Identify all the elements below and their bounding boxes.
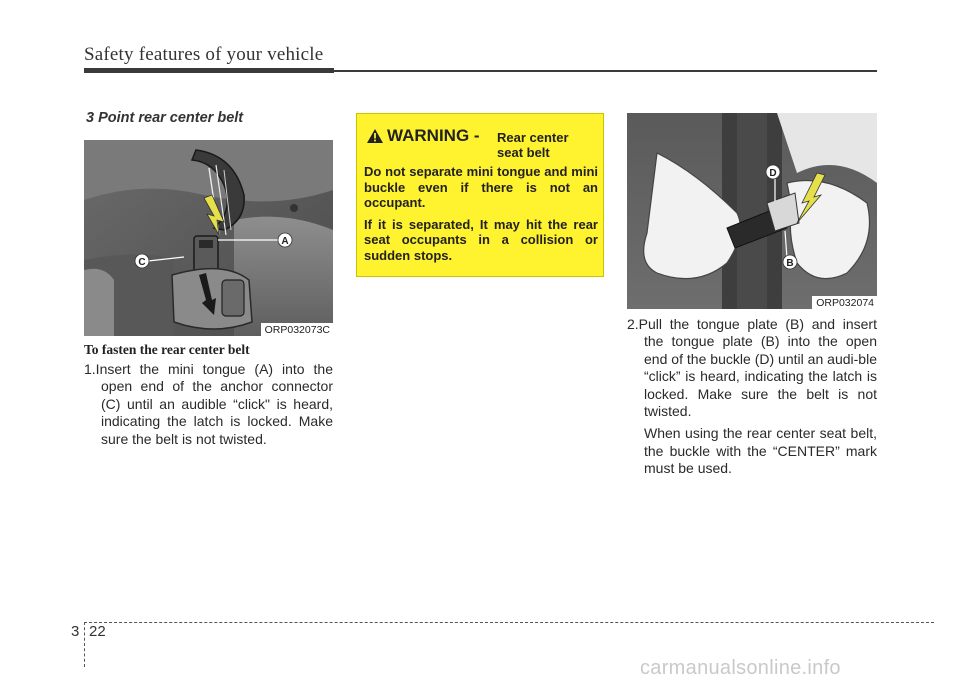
warning-paragraph-2: If it is separated, It may hit the rear seat occupants in a collision or sudden stops. [364,216,598,263]
instruction-step-1 [84,361,333,448]
warning-paragraph-1: Do not separate mini tongue and mini buckle even if there is not an occupant. [364,164,598,211]
instruction-step-2 [627,316,877,478]
footer-rule [84,622,934,623]
header-rule [84,68,334,73]
warning-box [356,113,604,277]
figure-buckle [627,113,877,309]
warning-body [364,164,598,270]
page-header-title: Safety features of your vehicle [84,44,324,65]
figure-caption-left: ORP032073C [261,323,333,336]
figure-anchor-connector [84,140,333,336]
figure-anchor-connector-illustration [84,140,333,336]
footer-divider [84,622,85,667]
warning-triangle-icon [366,128,384,144]
header-rule-thin [334,70,877,72]
step-2-note: When using the rear center seat belt, the buckle with the “CENTER” mark must be used. [644,425,877,477]
callout-b: B [786,258,794,269]
watermark-text: carmanualsonline.info [640,657,841,679]
figure-buckle-illustration [627,113,877,309]
page-number: 22 [89,623,106,640]
page-chapter-number: 3 [71,623,80,640]
callout-d: D [769,168,777,179]
instructions-subheading: To fasten the rear center belt [84,342,250,357]
callout-c: C [138,257,146,268]
step-1-text: 1.Insert the mini tongue (A) into the open end of the anchor connector (C) until an audible “click" is heard, indicating the latch is locked. Make sure the belt is not twisted. [84,361,333,447]
warning-subtitle-line-2: seat belt [497,145,550,160]
warning-title: WARNING - [387,126,480,145]
section-title: 3 Point rear center belt [86,110,244,126]
callout-a: A [281,236,289,247]
warning-subtitle-line-1: Rear center [497,130,569,145]
figure-caption-right: ORP032074 [812,296,877,309]
step-2-text: 2.Pull the tongue plate (B) and insert the tongue plate (B) into the open end of the buckle (D) until an audi-ble “click” is heard, indicating the latch is locked. Make sure the belt is not twisted. [627,316,877,420]
